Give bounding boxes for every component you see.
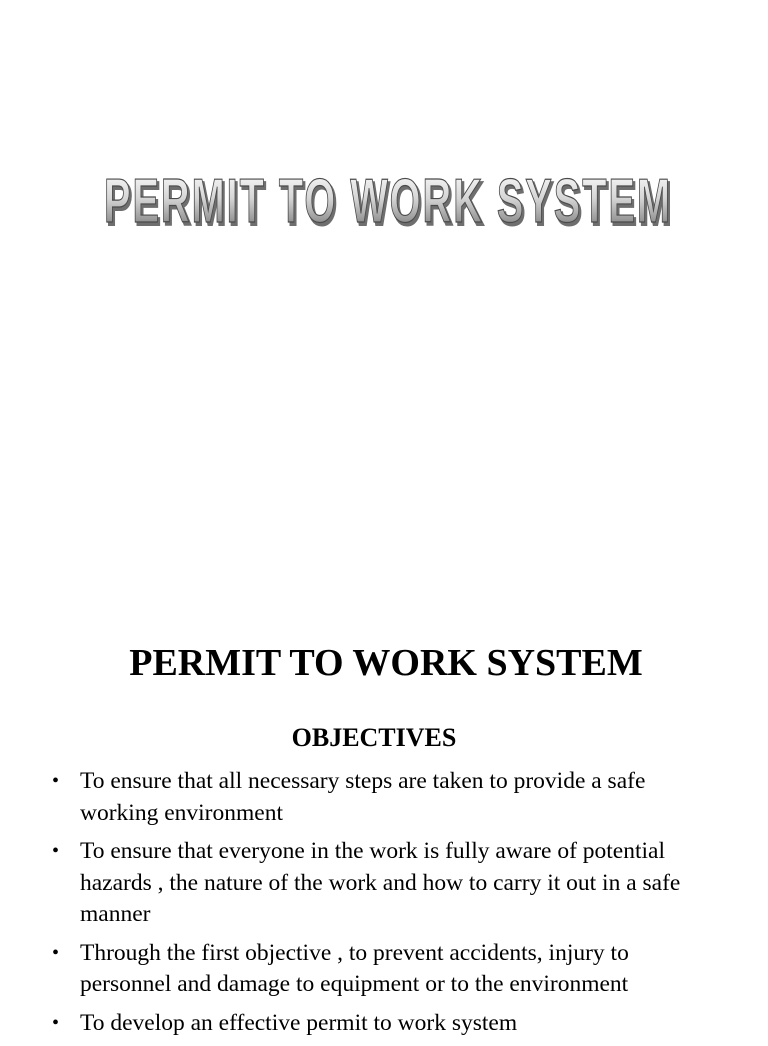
list-item-text: To ensure that everyone in the work is fully aware of potential hazards , the nature of the work and how to carry it out in a safe manner (80, 838, 681, 927)
objectives-heading: OBJECTIVES (291, 723, 457, 752)
list-item-text: To develop an effective permit to work system (80, 1009, 518, 1036)
bullet-icon: • (52, 840, 60, 862)
list-item-text: To ensure that all necessary steps are taken to provide a safe working environment (80, 768, 646, 826)
objectives-list (50, 766, 710, 1046)
slide-title: PERMIT TO WORK SYSTEM (129, 642, 643, 684)
wordart-title: PERMIT TO WORK SYSTEM (104, 167, 672, 236)
list-item (50, 766, 710, 829)
bullet-icon: • (52, 770, 60, 792)
bullet-icon: • (52, 1011, 60, 1034)
list-item-text: Through the first objective , to prevent accidents, injury to personnel and damage to equipment or to the environment (80, 939, 629, 997)
list-item (50, 1008, 710, 1040)
list-item (50, 938, 710, 1001)
wordart-title-graphic (96, 160, 680, 239)
list-item (50, 836, 710, 931)
bullet-icon: • (52, 941, 60, 964)
wordart-title-shadow: PERMIT TO WORK SYSTEM (106, 170, 674, 239)
objectives-slide (0, 600, 768, 1036)
